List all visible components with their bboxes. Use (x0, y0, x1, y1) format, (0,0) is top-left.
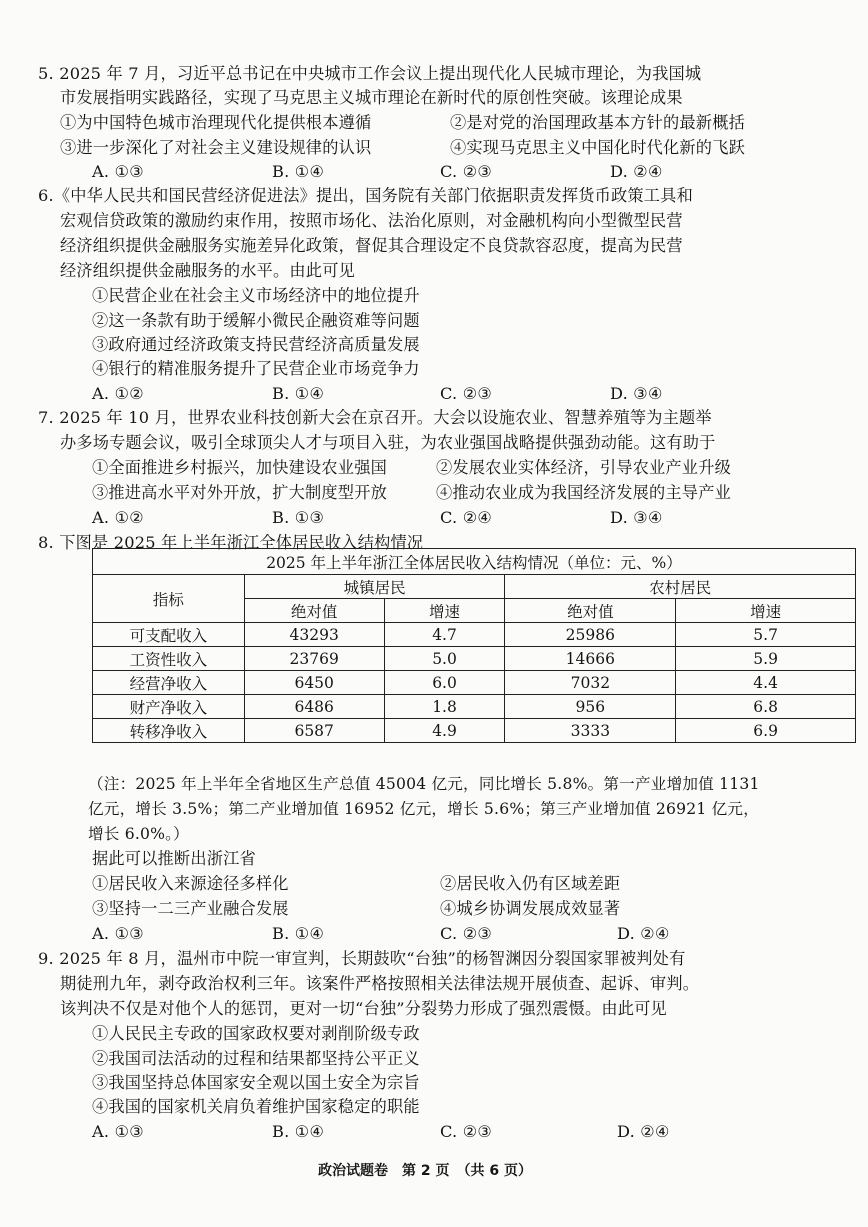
q6-option-a[interactable]: A. ①② (92, 384, 145, 403)
urban-growth: 4.9 (384, 719, 505, 743)
q7-stem-line-2: 办多场专题会议，吸引全球顶尖人才与项目入驻，为农业强国战略提供强劲动能。这有助于 (60, 433, 716, 452)
q9-stem-line-2: 期徒刑九年，剥夺政治权利三年。该案件严格按照相关法律法规开展侦查、起诉、审判。 (60, 974, 700, 993)
q7-item-4: ④推动农业成为我国经济发展的主导产业 (436, 483, 731, 502)
header-rural-growth: 增速 (676, 599, 856, 623)
q7-stem-line-1: 7. 2025 年 10 月，世界农业科技创新大会在京召开。大会以设施农业、智慧养殖等为主题举 (38, 408, 712, 427)
q8-item-4: ④城乡协调发展成效显著 (440, 899, 621, 918)
q8-note-line-1: （注：2025 年上半年全省地区生产总值 45004 亿元，同比增长 5.8%。第一产业增加值 1131 (88, 775, 760, 793)
income-structure-table (92, 548, 856, 743)
q9-item-1: ①人民民主专政的国家政权要对剥削阶级专政 (92, 1024, 420, 1043)
urban-abs: 6486 (244, 695, 384, 719)
q6-stem-line-1: 6.《中华人民共和国民营经济促进法》提出，国务院有关部门依据职责发挥货币政策工具和 (38, 186, 693, 205)
row-name: 财产净收入 (93, 695, 245, 719)
q9-item-3: ③我国坚持总体国家安全观以国土安全为宗旨 (92, 1073, 420, 1092)
q9-option-b[interactable]: B. ①④ (272, 1122, 325, 1141)
q8-note-line-2: 亿元，增长 3.5%；第二产业增加值 16952 亿元，增长 5.6%；第三产业增加值 26921 亿元， (88, 800, 760, 818)
rural-abs: 956 (505, 695, 676, 719)
urban-growth: 4.7 (384, 623, 505, 647)
q5-item-4: ④实现马克思主义中国化时代化新的飞跃 (450, 138, 745, 157)
table-row (93, 671, 856, 695)
q6-item-1: ①民营企业在社会主义市场经济中的地位提升 (92, 286, 420, 305)
rural-growth: 6.9 (676, 719, 856, 743)
q8-option-c[interactable]: C. ②③ (440, 924, 493, 943)
rural-growth: 5.9 (676, 647, 856, 671)
q9-item-4: ④我国的国家机关肩负着维护国家稳定的职能 (92, 1097, 420, 1116)
page-footer: 政治试题卷 第 2 页 （共 6 页） (318, 1163, 532, 1179)
table-row (93, 719, 856, 743)
urban-abs: 43293 (244, 623, 384, 647)
q9-option-a[interactable]: A. ①③ (92, 1122, 145, 1141)
urban-abs: 6587 (244, 719, 384, 743)
urban-growth: 5.0 (384, 647, 505, 671)
q8-item-2: ②居民收入仍有区域差距 (440, 874, 621, 893)
q8-option-d[interactable]: D. ②④ (617, 924, 670, 943)
q5-option-a[interactable]: A. ①③ (92, 162, 145, 181)
q5-stem-line-2: 市发展指明实践路径，实现了马克思主义城市理论在新时代的原创性突破。该理论成果 (60, 88, 683, 107)
q9-stem-line-3: 该判决不仅是对他个人的惩罚，更对一切“台独”分裂势力形成了强烈震慑。由此可见 (60, 999, 667, 1018)
q8-item-3: ③坚持一二三产业融合发展 (92, 899, 289, 918)
q6-stem-line-3: 经济组织提供金融服务实施差异化政策，督促其合理设定不良贷款容忍度，提高为民营 (60, 236, 683, 255)
urban-abs: 23769 (244, 647, 384, 671)
rural-abs: 14666 (505, 647, 676, 671)
q6-option-b[interactable]: B. ①④ (272, 384, 325, 403)
rural-growth: 6.8 (676, 695, 856, 719)
q8-option-a[interactable]: A. ①③ (92, 924, 145, 943)
header-rural-abs: 绝对值 (505, 599, 676, 623)
q7-option-d[interactable]: D. ③④ (610, 508, 663, 527)
q8-option-b[interactable]: B. ①④ (272, 924, 325, 943)
table-row (93, 695, 856, 719)
q8-lead: 据此可以推断出浙江省 (92, 849, 256, 868)
q9-item-2: ②我国司法活动的过程和结果都坚持公平正义 (92, 1049, 420, 1068)
urban-growth: 6.0 (384, 671, 505, 695)
rural-abs: 7032 (505, 671, 676, 695)
rural-abs: 25986 (505, 623, 676, 647)
row-name: 工资性收入 (93, 647, 245, 671)
q6-item-2: ②这一条款有助于缓解小微民企融资难等问题 (92, 311, 420, 330)
q5-stem-line-1: 5. 2025 年 7 月，习近平总书记在中央城市工作会议上提出现代化人民城市理论，为我国城 (38, 64, 702, 83)
q7-item-2: ②发展农业实体经济，引导农业产业升级 (436, 458, 731, 477)
header-urban-abs: 绝对值 (244, 599, 384, 623)
q5-item-1: ①为中国特色城市治理现代化提供根本遵循 (60, 113, 372, 132)
table-row (93, 647, 856, 671)
rural-abs: 3333 (505, 719, 676, 743)
q7-item-3: ③推进高水平对外开放，扩大制度型开放 (92, 483, 387, 502)
q9-stem-line-1: 9. 2025 年 8 月，温州市中院一审宣判，长期鼓吹“台独”的杨智渊因分裂国家罪被判处有 (38, 949, 686, 968)
urban-abs: 6450 (244, 671, 384, 695)
table-row (93, 623, 856, 647)
q6-option-c[interactable]: C. ②③ (440, 384, 493, 403)
row-name: 转移净收入 (93, 719, 245, 743)
row-name: 经营净收入 (93, 671, 245, 695)
q8-item-1: ①居民收入来源途径多样化 (92, 874, 289, 893)
q5-option-b[interactable]: B. ①④ (272, 162, 325, 181)
q6-item-3: ③政府通过经济政策支持民营经济高质量发展 (92, 335, 420, 354)
q9-option-c[interactable]: C. ②③ (440, 1122, 493, 1141)
q8-stem: 8. 下图是 2025 年上半年浙江全体居民收入结构情况 (38, 533, 424, 552)
q5-option-c[interactable]: C. ②③ (440, 162, 493, 181)
q6-option-d[interactable]: D. ③④ (610, 384, 663, 403)
row-name: 可支配收入 (93, 623, 245, 647)
q5-item-3: ③进一步深化了对社会主义建设规律的认识 (60, 138, 372, 157)
q7-option-c[interactable]: C. ②④ (440, 508, 493, 527)
q7-option-b[interactable]: B. ①③ (272, 508, 325, 527)
q9-option-d[interactable]: D. ②④ (617, 1122, 670, 1141)
urban-growth: 1.8 (384, 695, 505, 719)
header-indicator: 指标 (93, 575, 245, 623)
header-urban-growth: 增速 (384, 599, 505, 623)
q6-stem-line-2: 宏观信贷政策的激励约束作用，按照市场化、法治化原则，对金融机构向小型微型民营 (60, 211, 683, 230)
rural-growth: 4.4 (676, 671, 856, 695)
q7-option-a[interactable]: A. ①② (92, 508, 145, 527)
rural-growth: 5.7 (676, 623, 856, 647)
q5-option-d[interactable]: D. ②④ (610, 162, 663, 181)
header-rural: 农村居民 (505, 575, 856, 599)
q6-stem-line-4: 经济组织提供金融服务的水平。由此可见 (60, 261, 355, 280)
q8-note-line-3: 增长 6.0%。） (88, 825, 189, 843)
table-caption: 2025 年上半年浙江全体居民收入结构情况（单位：元、%） (93, 549, 856, 575)
q7-item-1: ①全面推进乡村振兴，加快建设农业强国 (92, 458, 387, 477)
q5-item-2: ②是对党的治国理政基本方针的最新概括 (450, 113, 745, 132)
q6-item-4: ④银行的精准服务提升了民营企业市场竞争力 (92, 359, 420, 378)
header-urban: 城镇居民 (244, 575, 505, 599)
